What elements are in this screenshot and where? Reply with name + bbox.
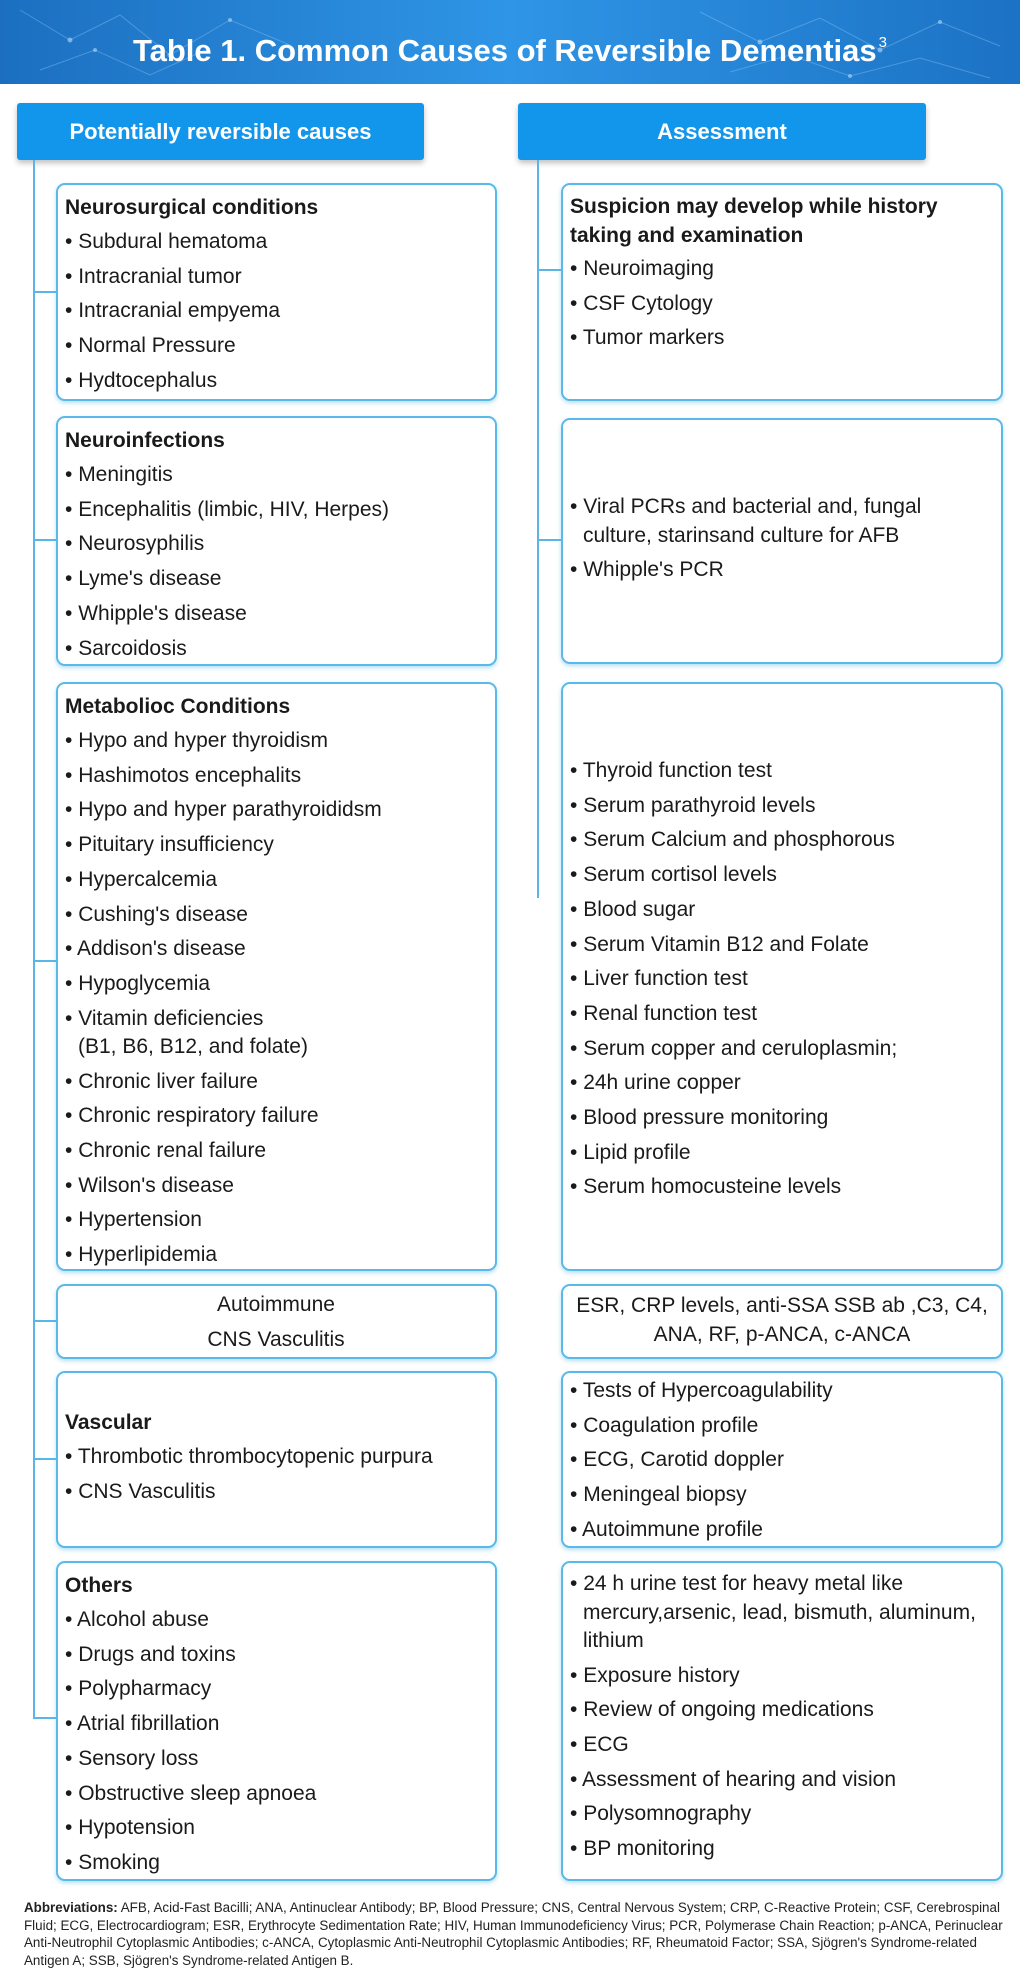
section-title: Neurosurgical conditions — [65, 196, 319, 219]
causes-box-vascular — [56, 1371, 497, 1548]
list-item: • Intracranial tumor — [65, 264, 242, 288]
connector-tick — [537, 269, 561, 271]
list-item: • Exposure history — [570, 1663, 740, 1687]
causes-box-neurosurgical — [56, 183, 497, 401]
assessment-box-metabolic — [561, 682, 1003, 1271]
autoimmune-label: Autoimmune — [217, 1293, 335, 1316]
list-item: • Neuroimaging — [570, 257, 714, 280]
connector-tick — [33, 960, 56, 962]
list-item: • Hypoglycemia — [65, 971, 211, 995]
causes-box-others — [56, 1561, 497, 1881]
connector-tick — [33, 1320, 56, 1322]
list-item: • Lipid profile — [570, 1140, 691, 1164]
list-item: • Serum Calcium and phosphorous — [570, 828, 895, 852]
connector-tick — [33, 291, 56, 293]
list-item: • Cushing's disease — [65, 902, 248, 926]
list-item: • ECG, Carotid doppler — [570, 1448, 784, 1472]
list-item: • Sarcoidosis — [65, 636, 187, 660]
list-item: • Hypertension — [65, 1208, 202, 1232]
list-item: • Neurosyphilis — [65, 532, 205, 556]
connector-tick — [33, 539, 56, 541]
list-item: • Pituitary insufficiency — [65, 833, 274, 857]
list-item: • Tumor markers — [570, 326, 725, 350]
list-item: • Polysomnography — [570, 1802, 752, 1826]
list-item: • Addison's disease — [65, 937, 246, 961]
list-item: • Meningitis — [65, 463, 173, 486]
list-item: • Chronic respiratory failure — [65, 1104, 319, 1128]
list-item: • Serum parathyroid levels — [570, 793, 816, 817]
list-item: • Serum copper and ceruloplasmin; — [570, 1036, 898, 1060]
connector-tick — [537, 539, 561, 541]
list-item: • Review of ongoing medications — [570, 1698, 874, 1722]
title-reference: 3 — [878, 34, 887, 51]
list-item: • Serum cortisol levels — [570, 863, 777, 887]
abbreviations-label: Abbreviations: — [24, 1900, 118, 1915]
list-item: • Alcohol abuse — [65, 1608, 209, 1631]
list-item: • 24 h urine test for heavy metal like mercury,arsenic, lead, bismuth, aluminum, lithium — [570, 1572, 976, 1652]
list-item: • CSF Cytology — [570, 291, 713, 315]
list-item: • Assessment of hearing and vision — [570, 1767, 897, 1791]
section-title: Neuroinfections — [65, 429, 225, 452]
list-item: • Renal function test — [570, 1001, 758, 1025]
list-item: • Viral PCRs and bacterial and, fungal culture, starinsand culture for AFB — [570, 495, 922, 547]
autoimmune-sublabel: CNS Vasculitis — [207, 1327, 345, 1351]
list-item: • Hypo and hyper thyroidism — [65, 729, 328, 752]
abbreviations-text: AFB, Acid-Fast Bacilli; ANA, Antinuclear Antibody; BP, Blood Pressure; CNS, Central Nervous System; CRP, C-Reactive Protein; CSF, Cerebrospinal Fluid; ECG, Electrocardiogram; ESR, Erythrocyte Sedimentation Rate; HIV, Human Immunodeficiency Virus; PCR, Polymerase Chain Reaction; p-ANCA, Perinuclear Anti-Neutrophil Cytoplasmic Antibodies; c-ANCA, Cytoplasmic Anti-Neutrophil Cytoplasmic Antibodies; RF, Rheumatoid Factor; SSA, Sjögren's Syndrome-related Antigen A; SSB, Sjögren's Syndrome-related Antigen B. — [24, 1900, 1003, 1968]
list-item: • Obstructive sleep apnoea — [65, 1781, 317, 1805]
list-item: • Thrombotic thrombocytopenic purpura — [65, 1445, 433, 1468]
list-item: • Lyme's disease — [65, 567, 222, 591]
section-title: Vascular — [65, 1411, 152, 1434]
list-item: • Autoimmune profile — [570, 1517, 763, 1541]
connector-tick — [33, 1458, 56, 1460]
list-item: • Sensory loss — [65, 1746, 199, 1770]
assessment-box-neurosurgical — [561, 183, 1003, 401]
list-item: • BP monitoring — [570, 1837, 715, 1861]
header-causes: Potentially reversible causes — [17, 103, 424, 160]
title-banner — [0, 0, 1020, 84]
causes-box-metabolic — [56, 682, 497, 1271]
list-item: • Encephalitis (limbic, HIV, Herpes) — [65, 497, 390, 521]
list-item: • Chronic liver failure — [65, 1069, 258, 1093]
list-item: • Liver function test — [570, 967, 748, 991]
assessment-box-autoimmune — [561, 1284, 1003, 1359]
list-item: • Hypercalcemia — [65, 867, 218, 891]
section-title: Metabolioc Conditions — [65, 695, 291, 718]
list-item: • Thyroid function test — [570, 759, 772, 782]
section-title: Suspicion may develop while history taking and examination — [570, 195, 938, 247]
list-item: • Whipple's disease — [65, 601, 247, 625]
list-item: • 24h urine copper — [570, 1071, 741, 1095]
list-item: • Polypharmacy — [65, 1677, 212, 1701]
list-item: • Hypotension — [65, 1816, 195, 1840]
list-item: • Chronic renal failure — [65, 1139, 267, 1163]
causes-box-neuroinfections — [56, 416, 497, 666]
list-item: • Hypo and hyper parathyroididsm — [65, 798, 382, 822]
list-item: • Intracranial empyema — [65, 299, 281, 323]
assessment-box-others — [561, 1561, 1003, 1881]
causes-connector-line — [33, 160, 35, 1718]
autoimmune-assessment-text: ESR, CRP levels, anti-SSA SSB ab ,C3, C4, ANA, RF, p-ANCA, c-ANCA — [576, 1294, 988, 1346]
list-item: • Drugs and toxins — [65, 1642, 236, 1666]
connector-tick — [33, 1717, 56, 1719]
list-item: • Hyperlipidemia — [65, 1243, 218, 1267]
list-item: • Smoking — [65, 1850, 160, 1874]
header-assessment: Assessment — [518, 103, 926, 160]
list-item: • Whipple's PCR — [570, 558, 724, 581]
assessment-box-neuroinfections — [561, 418, 1003, 664]
list-item: • Subdural hematoma — [65, 230, 268, 253]
list-item: • Atrial fibrillation — [65, 1712, 220, 1736]
list-item: • Blood sugar — [570, 897, 696, 921]
abbreviations-footnote — [24, 1899, 1006, 1969]
list-item: • Hydtocephalus — [65, 368, 218, 392]
list-item: • Wilson's disease — [65, 1173, 234, 1197]
list-item: • Hashimotos encephalits — [65, 763, 302, 787]
list-item: • CNS Vasculitis — [65, 1479, 216, 1503]
list-item: • Serum homocusteine levels — [570, 1175, 842, 1199]
list-item: • Vitamin deficiencies (B1, B6, B12, and folate) — [65, 1006, 308, 1059]
assessment-box-vascular — [561, 1371, 1003, 1548]
causes-box-autoimmune — [56, 1284, 497, 1359]
list-item: • Meningeal biopsy — [570, 1483, 747, 1507]
list-item: • ECG — [570, 1732, 629, 1756]
page-title: Table 1. Common Causes of Reversible Dementias $^3$ — [132, 33, 887, 68]
list-item: • Normal Pressure — [65, 334, 236, 358]
list-item: • Coagulation profile — [570, 1413, 759, 1437]
list-item: • Serum Vitamin B12 and Folate — [570, 932, 869, 956]
list-item: • Blood pressure monitoring — [570, 1106, 829, 1130]
list-item: • Tests of Hypercoagulability — [570, 1379, 833, 1402]
section-title: Others — [65, 1574, 133, 1597]
